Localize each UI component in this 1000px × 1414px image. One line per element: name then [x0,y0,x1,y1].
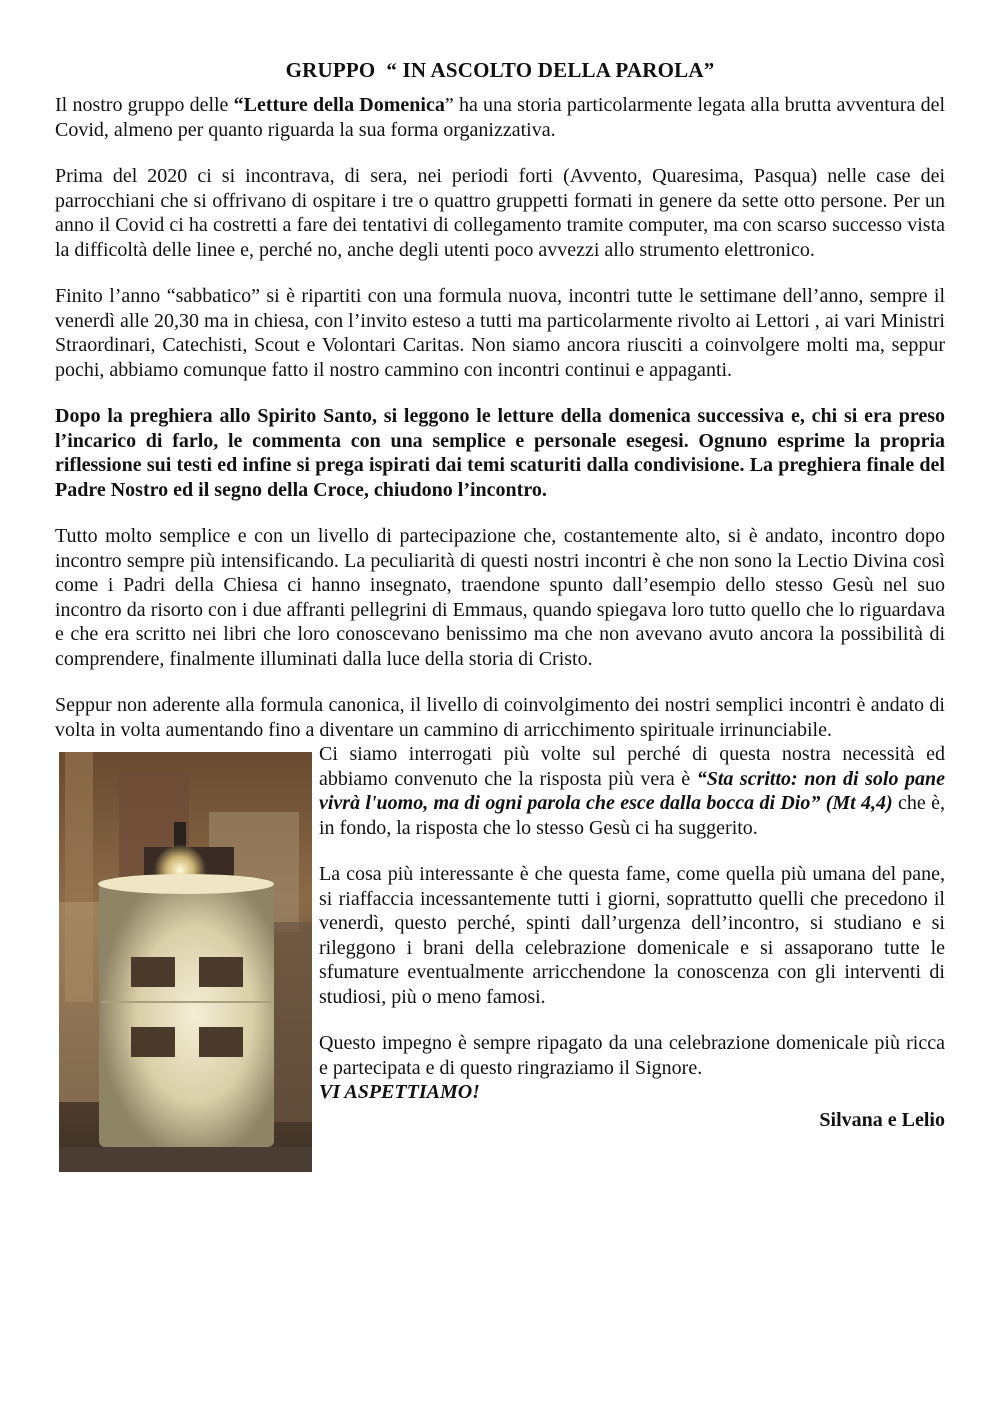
signature: Silvana e Lelio [819,1108,945,1131]
scripture-text-end: che è, in fondo, la risposta che lo stesso Gesù ci ha suggerito. [319,792,945,839]
paragraph-meeting-structure: Dopo la preghiera allo Spirito Santo, si leggono le letture della domenica successiva e, chi si era preso l’incarico di farlo, le commenta con una semplice e personale esegesi. Ognuno esprime la propria riflessione sui testi ed infine si prega ispirati dai temi scaturiti dalla condivisione. La preghiera finale del Padre Nostro ed il segno della Croce, chiudono l’incontro. [55,405,945,501]
paragraph-scripture [319,742,945,840]
closing-invitation: VI ASPETTIAMO! [319,1081,480,1103]
paragraph-history: Prima del 2020 ci si incontrava, di sera, nei periodi forti (Avvento, Quaresima, Pasqua) nelle case dei parrocchiani che si offrivano di ospitare i tre o quattro gruppetti formati in genere da sette otto persone. Per un anno il Covid ci ha costretti a fare dei tentativi di collegamento tramite computer, ma con scarso successo vista la difficoltà delle linee e, perché no, anche degli utenti poco avvezzi allo strumento elettronico. [55,165,945,261]
intro-text-start: Il nostro gruppo delle [55,94,234,116]
intro-bold-title: “Letture della Domenica [233,94,445,116]
document-page [55,58,945,1192]
lower-section [55,742,945,1192]
page-title: GRUPPO “ IN ASCOLTO DELLA PAROLA” [285,58,715,82]
ambo-photo-image [59,752,312,1172]
scripture-text-start: Ci siamo interrogati più volte sul perché di questa nostra necessità ed abbiamo convenuto che la risposta più vera è [319,743,945,790]
paragraph-new-formula: Finito l’anno “sabbatico” si è ripartiti con una formula nuova, incontri tutte le settimane dell’anno, sempre il venerdì alle 20,30 ma in chiesa, con l’invito esteso a tutti ma particolarmente rivolto ai Lettori , ai vari Ministri Straordinari, Catechisti, Scout e Volontari Caritas. Non siamo ancora riusciti a coinvolgere molti ma, seppur pochi, abbiamo comunque fatto il nostro cammino con incontri continui e appaganti. [55,285,945,381]
intro-text-end: ” ha una storia particolarmente legata alla brutta avventura del Covid, almeno per quanto riguarda la sua forma organizzativa. [55,94,946,141]
paragraph-involvement: Seppur non aderente alla formula canonica, il livello di coinvolgimento dei nostri semplici incontri è andato di volta in volta aumentando fino a diventare un cammino di arricchimento spirituale irrinunciabile. [55,694,945,741]
ambo-photo [59,752,312,1172]
scripture-quote: “Sta scritto: non di solo pane vivrà l'uomo, ma di ogni parola che esce dalla bocca di Dio” (Mt 4,4) [319,767,945,814]
paragraph-participation: Tutto molto semplice e con un livello di partecipazione che, costantemente alto, si è andato, incontro dopo incontro sempre più intensificando. La peculiarità di questi nostri incontri è che non sono la Lectio Divina così come i Padri della Chiesa ci hanno insegnato, traendone spunto dall’esempio dello stesso Gesù nel suo incontro da risorto con i due affranti pellegrini di Emmaus, quando spiegava loro tutto quello che lo riguardava e che era scritto nei libri che loro conoscevano benissimo ma che non avevano avuto ancora la possibilità di comprendere, finalmente illuminati dalla luce della storia di Cristo. [55,525,945,670]
paragraph-intro [55,93,945,142]
paragraph-hunger: La cosa più interessante è che questa fame, come quella più umana del pane, si riaffaccia incessantemente tutti i giorni, soprattutto quelli che precedono il venerdì, questo perché, spinti dall’urgenza dell’incontro, si studiano e si rileggono i brani della celebrazione domenicale e si assaporano tutte le sfumature eventualmente arricchendone la conoscenza con gli interventi di studiosi, più o meno famosi. [319,863,945,1008]
lower-text-column [319,742,945,1132]
paragraph-thanks: Questo impegno è sempre ripagato da una celebrazione domenicale più ricca e partecipata e di questo ringraziamo il Signore. [319,1032,945,1079]
